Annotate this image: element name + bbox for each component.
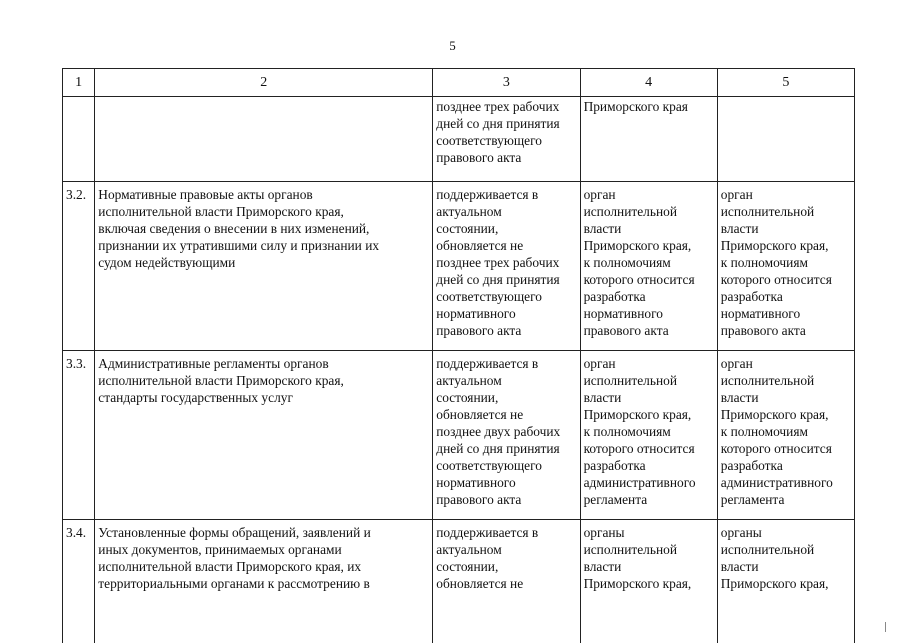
row-number xyxy=(63,97,95,182)
header-col-4: 4 xyxy=(580,69,717,97)
row-number: 3.3. xyxy=(63,351,95,520)
header-col-2: 2 xyxy=(95,69,433,97)
document-table xyxy=(62,68,855,643)
row-description xyxy=(95,97,433,182)
row-responsible-4: Приморского края xyxy=(580,97,717,182)
table-row xyxy=(63,97,855,182)
row-responsible-4: органы исполнительной власти Приморского края, xyxy=(580,520,717,643)
row-description: Административные регламенты органов исполнительной власти Приморского края, стандарты государственных услуг xyxy=(95,351,433,520)
row-number: 3.4. xyxy=(63,520,95,643)
row-description: Установленные формы обращений, заявлений и иных документов, принимаемых органами исполнительной власти Приморского края, их территориальными органами к рассмотрению в xyxy=(95,520,433,643)
row-responsible-4: орган исполнительной власти Приморского края, к полномочиям которого относится разработка административного регламента xyxy=(580,351,717,520)
row-number: 3.2. xyxy=(63,182,95,351)
header-row xyxy=(63,69,855,97)
row-responsible-5 xyxy=(717,97,854,182)
row-responsible-5: органы исполнительной власти Приморского края, xyxy=(717,520,854,643)
page-number: 5 xyxy=(0,38,905,54)
table-row xyxy=(63,182,855,351)
scan-mark xyxy=(885,622,892,632)
row-update-terms: поддерживается в актуальном состоянии, обновляется не позднее двух рабочих дней со дня принятия соответствующего нормативного правового акта xyxy=(433,351,580,520)
row-description: Нормативные правовые акты органов исполнительной власти Приморского края, включая сведения о внесении в них изменений, признании их утратившими силу и признании их судом недействующими xyxy=(95,182,433,351)
table-row xyxy=(63,520,855,643)
row-responsible-5: орган исполнительной власти Приморского края, к полномочиям которого относится разработка административного регламента xyxy=(717,351,854,520)
row-update-terms: поддерживается в актуальном состоянии, обновляется не xyxy=(433,520,580,643)
header-col-1: 1 xyxy=(63,69,95,97)
header-col-5: 5 xyxy=(717,69,854,97)
table-row xyxy=(63,351,855,520)
row-update-terms: поддерживается в актуальном состоянии, обновляется не позднее трех рабочих дней со дня принятия соответствующего нормативного правового акта xyxy=(433,182,580,351)
row-responsible-4: орган исполнительной власти Приморского края, к полномочиям которого относится разработка нормативного правового акта xyxy=(580,182,717,351)
row-responsible-5: орган исполнительной власти Приморского края, к полномочиям которого относится разработка нормативного правового акта xyxy=(717,182,854,351)
row-update-terms: позднее трех рабочих дней со дня принятия соответствующего правового акта xyxy=(433,97,580,182)
header-col-3: 3 xyxy=(433,69,580,97)
